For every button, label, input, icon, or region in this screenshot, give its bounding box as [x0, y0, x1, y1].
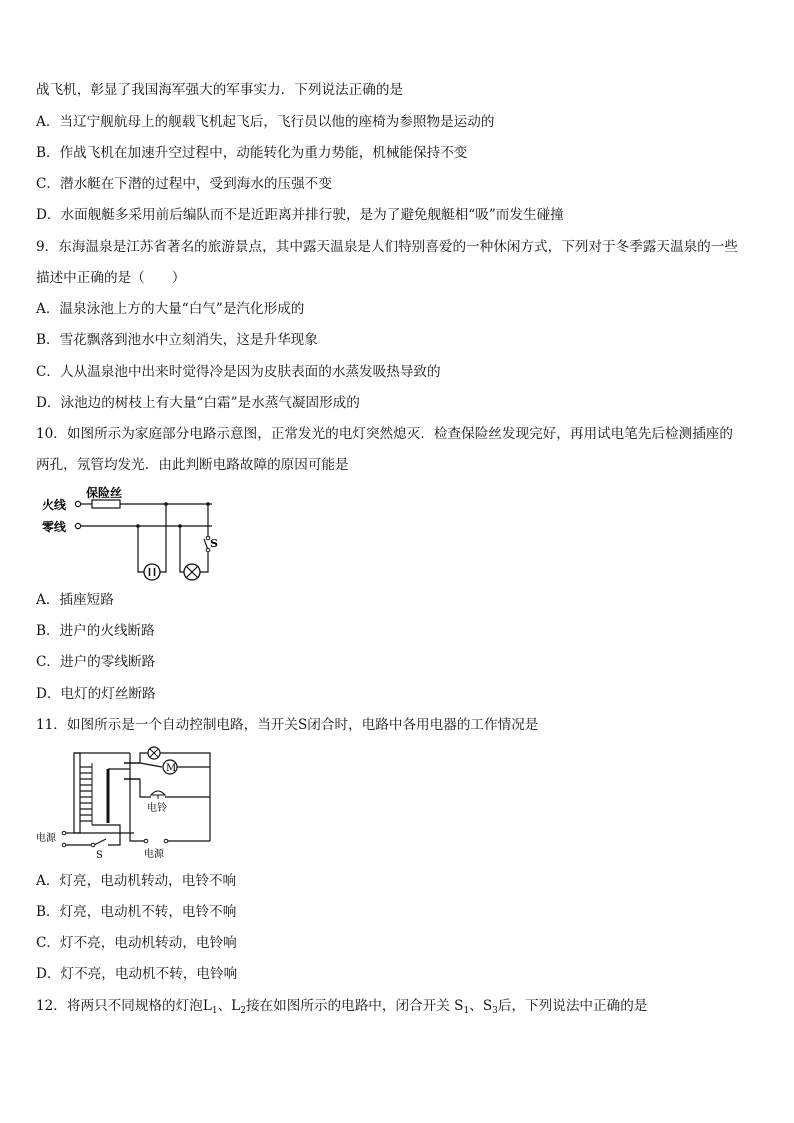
- q10-stem-line2: 两孔，氖管均发光．由此判断电路故障的原因可能是: [36, 457, 349, 473]
- q12-stem-part-d: 、S: [469, 998, 493, 1014]
- q12-stem-part-a: 12．将两只不同规格的灯泡L: [36, 998, 212, 1014]
- q12-subscript-s3: 3: [492, 1006, 498, 1016]
- q8-option-c: C．潜水艇在下潜的过程中，受到海水的压强不变: [36, 176, 332, 192]
- q11-stem: 11．如图所示是一个自动控制电路，当开关S闭合时，电路中各用电器的工作情况是: [36, 717, 539, 733]
- q9-option-d: D．泳池边的树枝上有大量“白霜”是水蒸气凝固形成的: [36, 395, 360, 411]
- q8-option-b: B．作战飞机在加速升空过程中，动能转化为重力势能，机械能保持不变: [36, 145, 468, 161]
- q9-option-b: B．雪花飘落到池水中立刻消失，这是升华现象: [36, 332, 318, 348]
- socket-icon: [144, 564, 160, 580]
- q12-stem-part-b: 、L: [217, 998, 241, 1014]
- q9-stem-line2: 描述中正确的是（ ）: [36, 270, 186, 286]
- q11-option-b: B．灯亮，电动机不转，电铃不响: [36, 904, 237, 920]
- motor-label: M: [166, 763, 177, 774]
- q12-subscript-s1: 1: [463, 1006, 470, 1016]
- left-power-label: 电源: [36, 833, 56, 844]
- q8-stem-tail: 战飞机，彰显了我国海军强大的军事实力．下列说法正确的是: [36, 82, 404, 98]
- q12-stem-part-e: 后，下列说法中正确的是: [497, 998, 648, 1014]
- q10-option-c: C．进户的零线断路: [36, 654, 156, 670]
- q11-option-d: D．灯不亮，电动机不转，电铃响: [36, 966, 238, 982]
- q11-relay-circuit-figure: [34, 745, 214, 863]
- q10-stem-line1: 10．如图所示为家庭部分电路示意图，正常发光的电灯突然熄灭．检查保险丝发现完好，再用试电笔先后检测插座的: [36, 426, 733, 442]
- fuse-icon: [92, 500, 120, 508]
- q10-household-circuit-figure: [36, 484, 226, 584]
- bell-icon: [151, 791, 165, 795]
- right-power-label: 电源: [144, 849, 164, 860]
- q10-option-d: D．电灯的灯丝断路: [36, 686, 156, 702]
- q12-subscript-l2: 2: [240, 1006, 246, 1016]
- iron-core-icon: [74, 753, 80, 833]
- q10-option-a: A．插座短路: [36, 592, 114, 608]
- q8-option-a: A．当辽宁舰航母上的舰载飞机起飞后，飞行员以他的座椅为参照物是运动的: [36, 114, 495, 130]
- q12-stem: [36, 996, 647, 1021]
- q11-option-c: C．灯不亮，电动机转动，电铃响: [36, 935, 237, 951]
- q12-stem-part-c: 接在如图所示的电路中，闭合开关 S: [245, 998, 464, 1014]
- q10-option-b: B．进户的火线断路: [36, 623, 155, 639]
- q9-option-a: A．温泉泳池上方的大量“白气”是汽化形成的: [36, 301, 305, 317]
- live-wire-label: 火线: [42, 498, 67, 512]
- q8-option-d: D．水面舰艇多采用前后编队而不是近距离并排行驶，是为了避免舰艇相“吸”而发生碰撞: [36, 207, 564, 223]
- neutral-wire-label: 零线: [42, 520, 67, 534]
- bell-label: 电铃: [147, 803, 167, 814]
- neutral-terminal-icon: [75, 523, 80, 528]
- q9-stem-line1: 9．东海温泉是江苏省著名的旅游景点，其中露天温泉是人们特别喜爱的一种休闲方式，下列对于冬季露天温泉的一些: [36, 239, 738, 255]
- switch-s-label: S: [96, 850, 103, 861]
- q9-option-c: C．人从温泉池中出来时觉得冷是因为皮肤表面的水蒸发吸热导致的: [36, 364, 441, 380]
- q11-option-a: A．灯亮，电动机转动，电铃不响: [36, 873, 237, 889]
- fuse-label: 保险丝: [86, 486, 123, 500]
- live-terminal-icon: [75, 501, 80, 506]
- switch-s-icon: [94, 839, 106, 845]
- q12-subscript-l1: 1: [211, 1006, 218, 1016]
- coil-icon: [80, 763, 92, 825]
- switch-label: S: [210, 537, 218, 550]
